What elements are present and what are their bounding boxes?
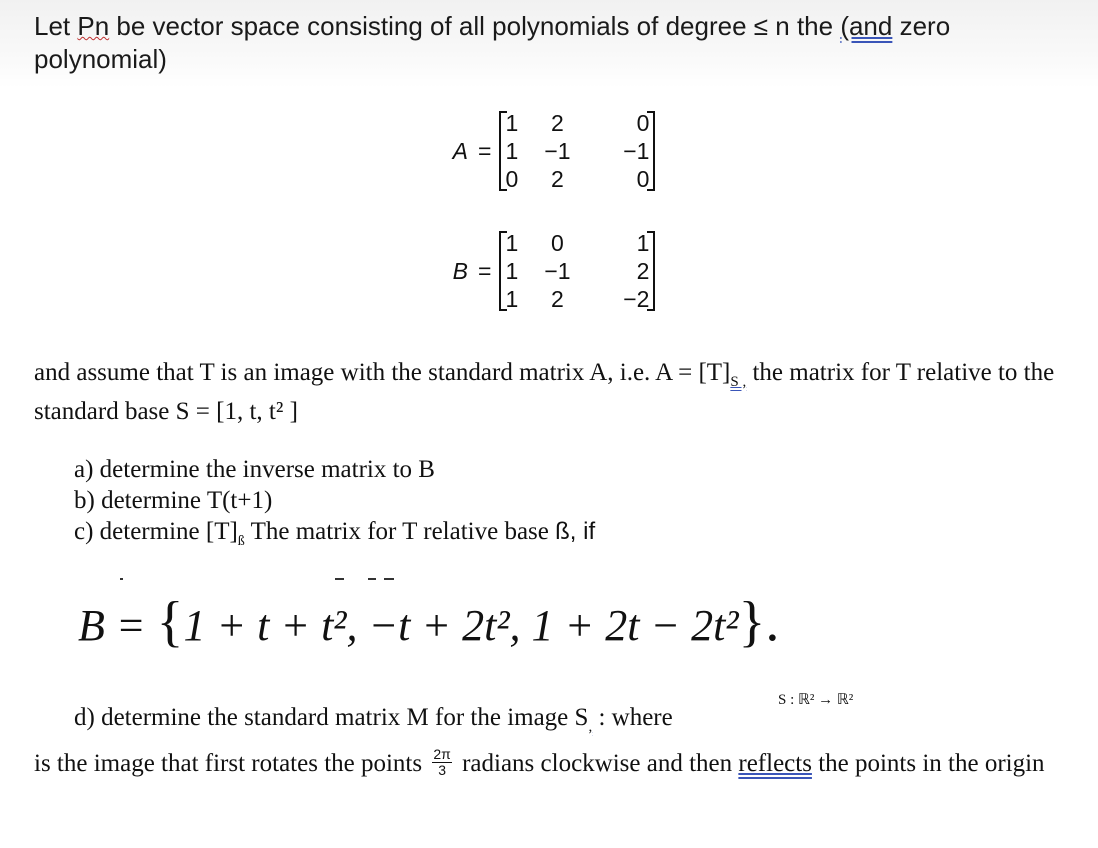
matrix-a-cell: 0 [636, 165, 650, 192]
reflects-word: reflects [738, 750, 812, 777]
matrix-a-cell: 1 [505, 137, 519, 164]
matrix-b-cell: 1 [505, 257, 519, 284]
task-b: b) determine T(t+1) [74, 487, 273, 514]
matrix-b: B = 1 0 1 1 −1 2 1 2 −2 [448, 229, 655, 313]
stray-mark [335, 578, 344, 580]
task-list [74, 454, 595, 557]
rotation-description: is the image that first rotates the points $\frac{2\pi}{3}$ radians clockwise and then reflects the points in the origin [34, 745, 1045, 778]
sub-s: S , [730, 374, 747, 390]
pn-symbol: Pn [77, 11, 110, 41]
matrix-a-cell: 0 [636, 109, 650, 136]
matrix-a-cell: −1 [544, 137, 571, 164]
task-d: d) determine the standard matrix M for the image $S_,$ : where [74, 704, 673, 735]
matrix-a-cell: −1 [623, 137, 650, 164]
angle-fraction: $\frac{2\pi}{3}$ [433, 745, 451, 778]
mapping-note: S : ℝ² → ℝ² [778, 692, 854, 708]
matrix-b-cell: 2 [551, 285, 564, 312]
matrix-b-cell: 1 [636, 229, 650, 256]
matrix-b-cell: 1 [505, 285, 519, 312]
matrix-b-cell: −2 [623, 285, 650, 312]
matrix-b-cell: 0 [551, 229, 564, 256]
intro-text: Let Pn be vector space consisting of all polynomials of degree ≤ n the (and zero polynomial) [34, 11, 951, 74]
stray-mark [368, 578, 376, 580]
basis-content: 1 + t + t², −t + 2t², 1 + 2t − 2t² [183, 601, 739, 650]
matrix-b-cell: 1 [505, 229, 519, 256]
matrix-b-brackets [499, 229, 655, 313]
stray-mark [120, 578, 123, 580]
stray-mark [384, 578, 394, 580]
matrix-a-brackets [499, 109, 655, 193]
matrix-b-cell: −1 [544, 257, 571, 284]
assumption-paragraph: and assume that T is an image with the standard matrix A, i.e. $A = [T]_{S ,}$ the matrix for T relative to the standard base S = [1, t, t² ] [34, 359, 1055, 425]
matrix-a-cell: 1 [505, 109, 519, 136]
task-c: c) determine $[T]_ß$ The matrix for T relative base ß, if [74, 518, 596, 549]
matrix-a-cell: 2 [551, 109, 564, 136]
matrix-a-cell: 0 [505, 165, 519, 192]
basis-definition: B = {1 + t + t², −t + 2t², 1 + 2t − 2t²}. [78, 591, 780, 653]
matrix-b-cell: 2 [636, 257, 650, 284]
matrix-a-cell: 2 [551, 165, 564, 192]
task-a: a) determine the inverse matrix to B [74, 456, 435, 483]
and-word: (and [840, 11, 893, 41]
matrix-a: A = 1 2 0 1 −1 −1 0 2 0 [448, 109, 655, 193]
